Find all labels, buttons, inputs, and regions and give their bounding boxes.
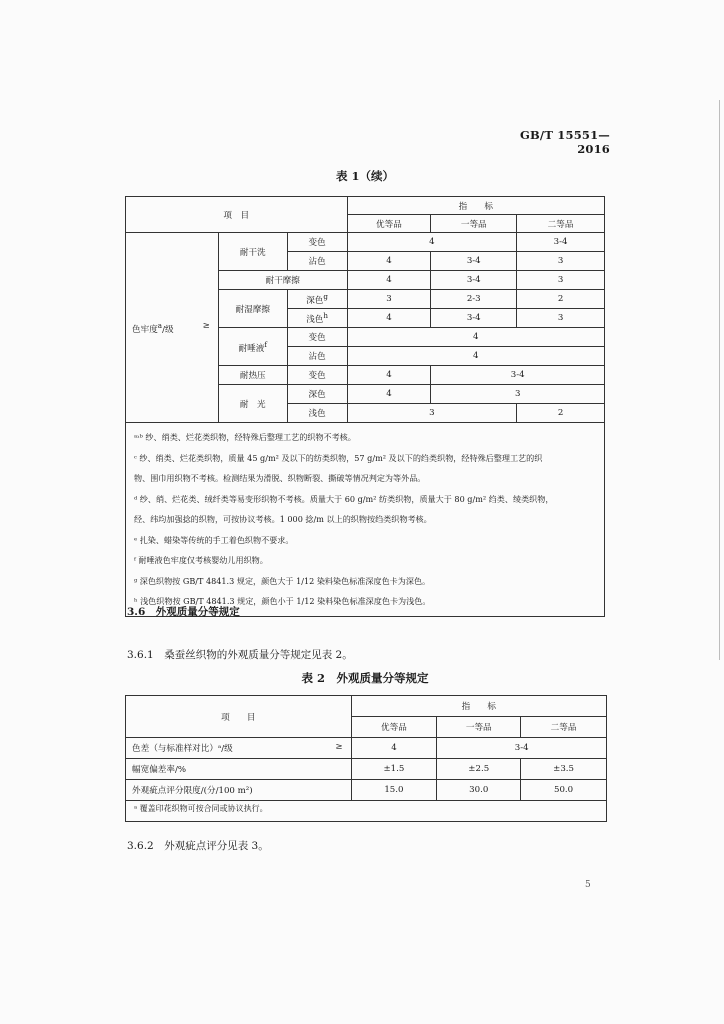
grade-header: 优等品: [351, 717, 437, 738]
value-cell: ±3.5: [521, 759, 607, 780]
section-3-6-1: 3.6.1 桑蚕丝织物的外观质量分等规定见表 2。: [127, 649, 353, 661]
section-3-6: 3.6 外观质量分等规定: [127, 606, 240, 618]
sub-label: [287, 309, 347, 328]
footnote-sup: h: [323, 311, 328, 321]
sub-label-text: 深色: [306, 295, 324, 306]
table1-header-index: 指 标: [347, 197, 604, 215]
footnote: ᵈ 纱、绡、烂花类、绒纤类等易变形织物不考核。质量大于 60 g/m² 纺类织物，质量大于 80 g/m² 绉类、绫类织物，: [134, 493, 554, 504]
footnote-sup: g: [323, 292, 328, 302]
sub-label: 变色: [287, 233, 347, 252]
table2: [125, 695, 607, 822]
grade-header: 优等品: [347, 215, 431, 233]
sub-label-text: 浅色: [306, 314, 324, 325]
row-label: 耐 光: [218, 385, 287, 423]
category-unit: /级: [162, 324, 174, 335]
value-cell: 4: [347, 347, 604, 366]
value-cell: 3: [347, 290, 431, 309]
value-cell: 30.0: [437, 780, 521, 801]
category-label: 色牢度: [132, 324, 158, 335]
value-cell: 4: [351, 738, 437, 759]
value-cell: 50.0: [521, 780, 607, 801]
sub-label: 变色: [287, 366, 347, 385]
row-label: [126, 738, 352, 759]
table1-header-item: 项 目: [126, 197, 348, 233]
value-cell: 3-4: [431, 366, 605, 385]
page-number: 5: [585, 880, 591, 890]
footnote: ᶠ 耐唾液色牢度仅考核婴幼儿用织物。: [134, 555, 268, 565]
footnote: 经、纬均加强捻的织物，可按协议考核。1 000 捻/m 以上的织物按绉类织物考核。: [134, 514, 432, 524]
value-cell: 3: [347, 404, 517, 423]
sub-label: 变色: [287, 328, 347, 347]
row-label: 耐干摩擦: [218, 271, 347, 290]
footnote: ᵍ 深色织物按 GB/T 4841.3 规定，颜色大于 1/12 染料染色标准深度色卡为深色。: [134, 575, 431, 586]
footnote-sup: f: [264, 339, 267, 349]
table2-caption: 表 2 外观质量分等规定: [301, 671, 429, 685]
value-cell: 3: [517, 271, 605, 290]
row-label: 外观疵点评分限度/(分/100 m²): [126, 780, 352, 801]
row-label: 耐热压: [218, 366, 287, 385]
row-label-text: 色差（与标准样对比）ᵃ/级: [132, 744, 233, 754]
value-cell: 3-4: [431, 252, 517, 271]
grade-header: 一等品: [437, 717, 521, 738]
value-cell: 4: [347, 233, 517, 252]
footnote: ᵃ˒ᵇ 纱、绡类、烂花类织物，经特殊后整理工艺的织物不考核。: [134, 432, 356, 442]
value-cell: 3: [517, 309, 605, 328]
value-cell: 15.0: [351, 780, 437, 801]
grade-header: 二等品: [521, 717, 607, 738]
value-cell: 3-4: [431, 271, 517, 290]
table1: [125, 196, 605, 617]
value-cell: 3-4: [431, 309, 517, 328]
footnote: 物、围巾用织物不考核。检测结果为滑脱、织物断裂、撕破等情况判定为等外品。: [134, 473, 426, 483]
row-label: 耐干洗: [218, 233, 287, 271]
sub-label: 沾色: [287, 252, 347, 271]
table1-footnotes: [126, 423, 605, 617]
sub-label: [287, 290, 347, 309]
table2-header-index: 指 标: [351, 696, 606, 717]
table1-caption: 表 1（续）: [335, 169, 394, 183]
category-sup: a: [157, 320, 163, 330]
standard-number: GB/T 15551—2016: [519, 128, 610, 156]
value-cell: 2: [517, 404, 605, 423]
value-cell: 3-4: [437, 738, 607, 759]
grade-header: 二等品: [517, 215, 605, 233]
value-cell: ±2.5: [437, 759, 521, 780]
table2-footnote: ᵃ 覆盖印花织物可按合同或协议执行。: [126, 801, 607, 822]
category-cell: [126, 233, 219, 423]
footnote: ʰ 浅色织物按 GB/T 4841.3 规定，颜色小于 1/12 染料染色标准深度色卡为浅色。: [134, 596, 431, 606]
value-cell: 3: [431, 385, 605, 404]
value-cell: 3: [517, 252, 605, 271]
value-cell: 4: [347, 366, 431, 385]
value-cell: 2: [517, 290, 605, 309]
footnote: ᶜ 纱、绡类、烂花类织物，质量 45 g/m² 及以下的纺类织物，57 g/m² 及以下的绉类织物，经特殊后整理工艺的织: [134, 452, 543, 463]
ge-symbol: ≥: [335, 742, 343, 752]
page-edge-line: [719, 100, 720, 660]
value-cell: 4: [347, 252, 431, 271]
footnote: ᵉ 扎染、蜡染等传统的手工着色织物不要求。: [134, 534, 294, 545]
sub-label: 沾色: [287, 347, 347, 366]
sub-label: 深色: [287, 385, 347, 404]
value-cell: 4: [347, 328, 604, 347]
grade-header: 一等品: [431, 215, 517, 233]
sub-label: 浅色: [287, 404, 347, 423]
row-label: [218, 328, 287, 366]
ge-symbol: ≥: [202, 320, 210, 331]
section-3-6-2: 3.6.2 外观疵点评分见表 3。: [127, 840, 269, 852]
value-cell: 3-4: [517, 233, 605, 252]
value-cell: 4: [347, 385, 431, 404]
row-label: 幅宽偏差率/%: [126, 759, 352, 780]
row-label: 耐湿摩擦: [218, 290, 287, 328]
row-label-text: 耐唾液: [238, 343, 265, 354]
value-cell: 4: [347, 309, 431, 328]
value-cell: 4: [347, 271, 431, 290]
value-cell: ±1.5: [351, 759, 437, 780]
value-cell: 2-3: [431, 290, 517, 309]
table2-header-item: 项 目: [126, 696, 352, 738]
